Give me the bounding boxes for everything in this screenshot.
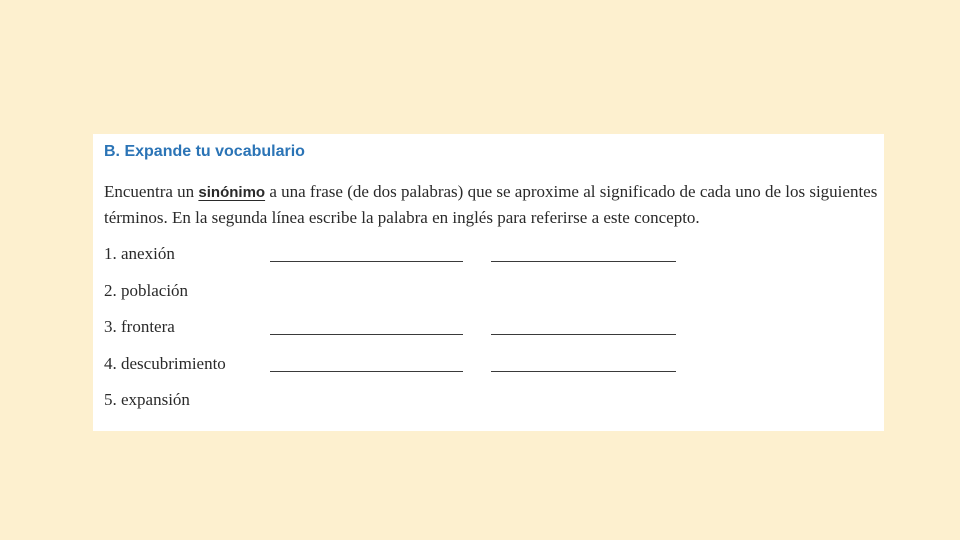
vocab-term-4: 4. descubrimiento [104,354,226,373]
synonym-answer-line-3[interactable] [270,334,463,335]
vocab-term-5: 5. expansión [104,390,190,409]
english-answer-line-3[interactable] [491,334,676,335]
vocab-item-4 [104,352,804,376]
instructions-intro: Encuentra un [104,182,199,201]
vocab-item-5 [104,388,804,412]
vocab-term-3: 3. frontera [104,317,175,336]
exercise-card [93,134,884,431]
synonym-answer-line-4[interactable] [270,371,463,372]
vocab-item-1 [104,242,804,266]
instructions-rest: a una frase (de dos palabras) que se aproxime al significado de cada uno de los siguientes términos. En la segunda línea escribe la palabra en inglés para referirse a este concepto. [104,182,878,227]
english-answer-line-1[interactable] [491,261,676,262]
synonym-answer-line-1[interactable] [270,261,463,262]
instructions-text [104,179,880,230]
vocab-item-3 [104,315,804,339]
vocab-term-2: 2. población [104,281,189,300]
vocab-term-1: 1. anexión [104,244,175,263]
keyword-synonym: sinónimo [198,184,266,201]
vocab-item-2 [104,279,804,303]
section-heading: B. Expande tu vocabulario [104,143,305,160]
english-answer-line-4[interactable] [491,371,676,372]
